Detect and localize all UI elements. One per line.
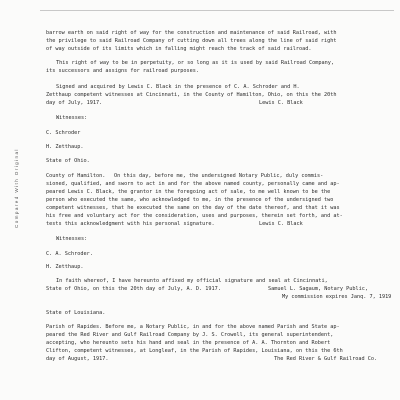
text-line: In faith whereof, I have hereunto affixed my official signature and seal at Cincinnati,	[56, 278, 328, 284]
witnesses-label: Witnesses:	[56, 236, 88, 242]
venue-county: County of Hamilton.	[46, 173, 106, 179]
company-signature: The Red River & Gulf Railroad Co.	[274, 356, 378, 362]
venue-state: State of Louisiana.	[46, 310, 106, 316]
text-line: This right of way to be in perpetuity, or so long as it is used by said Railroad Company,	[56, 60, 334, 66]
witness-name: H. Zetthaup.	[46, 144, 84, 150]
notary-signature: Samuel L. Sagaum, Notary Public,	[268, 286, 368, 292]
witness-name: H. Zetthaup.	[46, 264, 84, 270]
text-line: the privilege to said Railroad Company of cutting down all trees along the line of said right	[46, 38, 337, 44]
text-line: peared the Red River and Gulf Railroad Company by J. S. Crowell, its general superintendent,	[46, 332, 334, 338]
text-line: its successors and assigns for railroad purposes.	[46, 68, 200, 74]
witnesses-label: Witnesses:	[56, 115, 88, 121]
text-line: tests this acknowledgment with his personal signature.	[46, 221, 215, 227]
signature-line: Lewis C. Black	[259, 221, 303, 227]
venue-state: State of Ohio.	[46, 158, 90, 164]
text-line: sioned, qualified, and sworn to act in and for the above named county, personally came and ap-	[46, 181, 340, 187]
text-line: Zetthaup competent witnesses at Cincinnati, in the County of Hamilton, Ohio, on this the 20th	[46, 92, 337, 98]
text-line: barrow earth on said right of way for the construction and maintenance of said Railroad, with	[46, 30, 337, 36]
text-line: peared Lewis C. Black, the grantor in the foregoing act of sale, to me well known to be the	[46, 189, 331, 195]
top-rule	[40, 10, 394, 11]
text-line: Parish of Rapides. Before me, a Notary Public, in and for the above named Parish and State ap-	[46, 324, 340, 330]
text-line: State of Ohio, on this the 20th day of July, A. D. 1917.	[46, 286, 221, 292]
text-line: day of August, 1917.	[46, 356, 109, 362]
margin-note: Compared With Original	[14, 148, 19, 228]
text-line: of way outside of its limits which in falling might reach the track of said railroad.	[46, 46, 312, 52]
text-line: Clifton, competent witnesses, at Longleaf, in the Parish of Rapides, Louisiana, on this the 6th	[46, 348, 343, 354]
text-line: day of July, 1917.	[46, 100, 103, 106]
text-line: his free and voluntary act for the consideration, uses and purposes, therein set forth, and at-	[46, 213, 343, 219]
witness-name: C. Schroder	[46, 130, 81, 136]
text-line: Signed and acquired by Lewis C. Black in the presence of C. A. Schroder and H.	[56, 84, 300, 90]
signature-line: Lewis C. Black	[259, 100, 303, 106]
text-line: On this day, before me, the undersigned Notary Public, duly commis-	[114, 173, 324, 179]
commission-expiry: My commission expires Janq. 7, 1919	[282, 294, 392, 300]
text-line: person who executed the same, who acknowledged to me, in the presence of the undersigned two	[46, 197, 334, 203]
text-line: competent witnesses, that he executed the same on the day of the date thereof, and that it was	[46, 205, 340, 211]
text-line: accepting, who hereunto sets his hand and seal in the presence of A. A. Thornton and Robert	[46, 340, 331, 346]
witness-name: C. A. Schroder.	[46, 251, 93, 257]
